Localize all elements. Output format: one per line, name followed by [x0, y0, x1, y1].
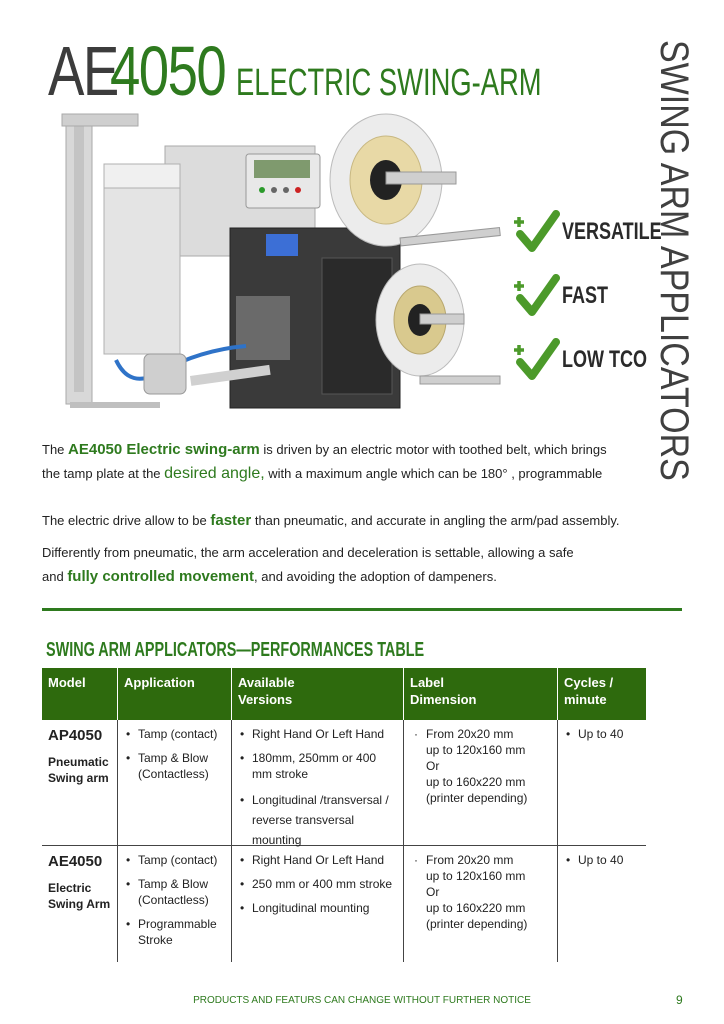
table-title: SWING ARM APPLICATORS—PERFORMANCES TABLE [46, 639, 425, 661]
title-suffix: ELECTRIC SWING-ARM [236, 62, 542, 104]
title-prefix: AE [48, 32, 118, 110]
feature-label: VERSATILE [562, 218, 662, 245]
column-header: Available Versions [232, 668, 404, 720]
column-header: Application [118, 668, 232, 720]
footer-notice: PRODUCTS AND FEATURS CAN CHANGE WITHOUT FURTHER NOTICE [193, 995, 531, 1006]
plus-check-icon [508, 334, 560, 382]
table-row [42, 846, 646, 962]
highlight-angle: desired angle, [164, 465, 265, 482]
dimension-cell: · From 20x20 mm up to 120x160 mm Or up to 160x220 mm (printer depending) [404, 720, 558, 845]
performance-table [42, 668, 646, 962]
versions-cell: • Right Hand Or Left Hand • 250 mm or 400 mm stroke • Longitudinal mounting [232, 846, 404, 962]
table-row [42, 720, 646, 846]
page-number: 9 [676, 993, 683, 1007]
application-cell: • Tamp (contact) • Tamp & Blow (Contactless) [118, 720, 232, 845]
description-paragraph-1: The AE4050 Electric swing-arm is driven by an electric motor with toothed belt, which brings the tamp plate at the desired angle, with a maximum angle which can be 180° , programmable [42, 441, 607, 482]
cycles-cell: • Up to 40 [558, 720, 646, 845]
model-cell: AP4050 Pneumatic Swing arm [42, 720, 118, 845]
column-header: Model [42, 668, 118, 720]
versions-cell: • Right Hand Or Left Hand • 180mm, 250mm or 400 mm stroke • Longitudinal /transversal / reverse transversal mounting [232, 720, 404, 845]
highlight-faster: faster [210, 512, 252, 529]
description-paragraph-2: The electric drive allow to be faster than pneumatic, and accurate in angling the arm/pad assembly. [42, 512, 620, 529]
side-title-text: SWING ARM APPLICATORS [652, 40, 696, 481]
page-title [48, 32, 548, 110]
cycles-cell: • Up to 40 [558, 846, 646, 962]
feature-fast [508, 270, 648, 320]
feature-label: FAST [562, 282, 609, 309]
description-paragraph-3: Differently from pneumatic, the arm acceleration and deceleration is settable, allowing a safe and fully controlled movement, and avoiding the adoption of dampeners. [42, 545, 574, 585]
model-cell: AE4050 Electric Swing Arm [42, 846, 118, 962]
dimension-cell: · From 20x20 mm up to 120x160 mm Or up to 160x220 mm (printer depending) [404, 846, 558, 962]
highlight-controlled: fully controlled movement [67, 568, 255, 585]
feature-low-tco [508, 334, 648, 384]
column-header: Label Dimension [404, 668, 558, 720]
feature-label: LOW TCO [562, 346, 647, 373]
feature-versatile [508, 206, 662, 256]
table-header [42, 668, 646, 720]
highlight-product: AE4050 Electric swing-arm [68, 441, 260, 458]
application-cell: • Tamp (contact) • Tamp & Blow (Contactless) • Programmable Stroke [118, 846, 232, 962]
product-image [40, 110, 510, 420]
column-header: Cycles / minute [564, 675, 614, 707]
plus-check-icon [508, 270, 560, 318]
section-divider [42, 608, 682, 611]
title-number: 4050 [110, 32, 226, 110]
plus-check-icon [508, 206, 560, 254]
